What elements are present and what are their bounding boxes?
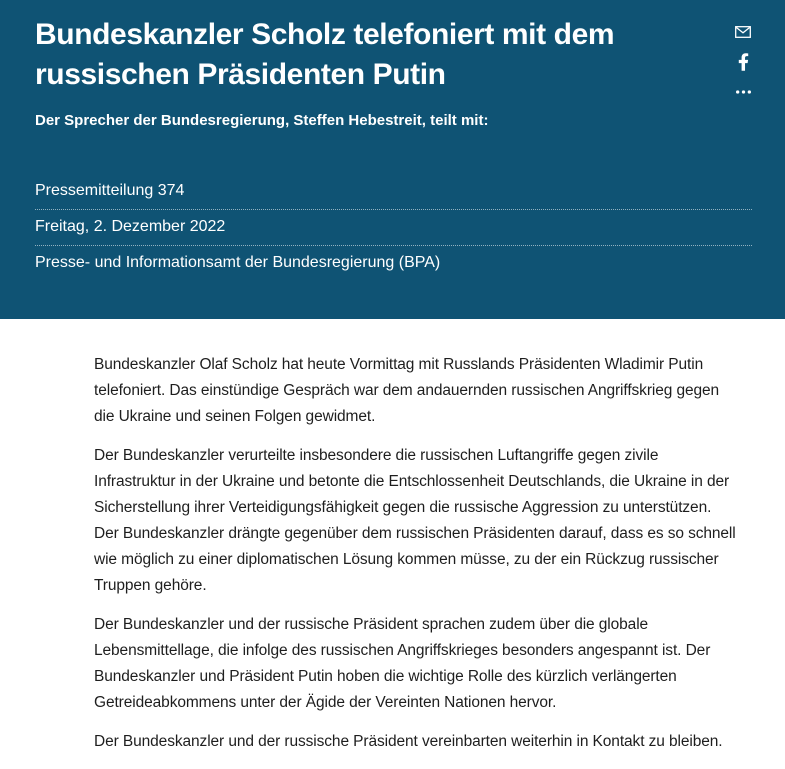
press-release-number: Pressemitteilung 374 (35, 174, 752, 210)
facebook-f-icon (738, 53, 749, 71)
press-release-meta (35, 174, 752, 281)
share-facebook-button[interactable] (734, 53, 752, 71)
page-title: Bundeskanzler Scholz telefoniert mit dem russischen Präsidenten Putin (35, 18, 615, 91)
press-release-date: Freitag, 2. Dezember 2022 (35, 210, 752, 246)
press-release-source: Presse- und Informationsamt der Bundesregierung (BPA) (35, 254, 441, 271)
press-release-subtitle: Der Sprecher der Bundesregierung, Steffen Hebestreit, teilt mit: (35, 112, 489, 129)
email-envelope-icon (735, 26, 751, 38)
paragraph-4: Der Bundeskanzler und der russische Präsident vereinbarten weiterhin in Kontakt zu bleiben. (94, 733, 723, 750)
share-toolbar (734, 23, 752, 101)
press-release-body (0, 319, 785, 755)
press-release-header (0, 0, 785, 319)
ellipsis-more-icon (736, 90, 751, 94)
paragraph-1: Bundeskanzler Olaf Scholz hat heute Vormittag mit Russlands Präsidenten Wladimir Putin telefoniert. Das einstündige Gespräch war dem andauernden russischen Angriffskrieg gegen die Ukraine und seinen Folgen gewidmet. (94, 356, 720, 425)
press-release-text (94, 352, 785, 755)
paragraph-2: Der Bundeskanzler verurteilte insbesondere die russischen Luftangriffe gegen zivile Infrastruktur in der Ukraine und betonte die Entschlossenheit Deutschlands, die Ukraine in der Sicherstellung ihrer Verteidigungsfähigkeit gegen die russische Aggression zu unterstützen. Der Bundeskanzler drängte gegenüber dem russischen Präsidenten darauf, dass es so schnell wie möglich zu einer diplomatischen Lösung kommen müsse, zu der ein Rückzug russischer Truppen gehöre. (94, 447, 736, 594)
share-email-button[interactable] (734, 23, 752, 41)
share-more-button[interactable] (734, 83, 752, 101)
paragraph-3: Der Bundeskanzler und der russische Präsident sprachen zudem über die globale Lebensmittellage, die infolge des russischen Angriffskrieges besonders angespannt ist. Der Bundeskanzler und Präsident Putin hoben die wichtige Rolle des kürzlich verlängerten Getreideabkommens unter der Ägide der Vereinten Nationen hervor. (94, 616, 711, 711)
